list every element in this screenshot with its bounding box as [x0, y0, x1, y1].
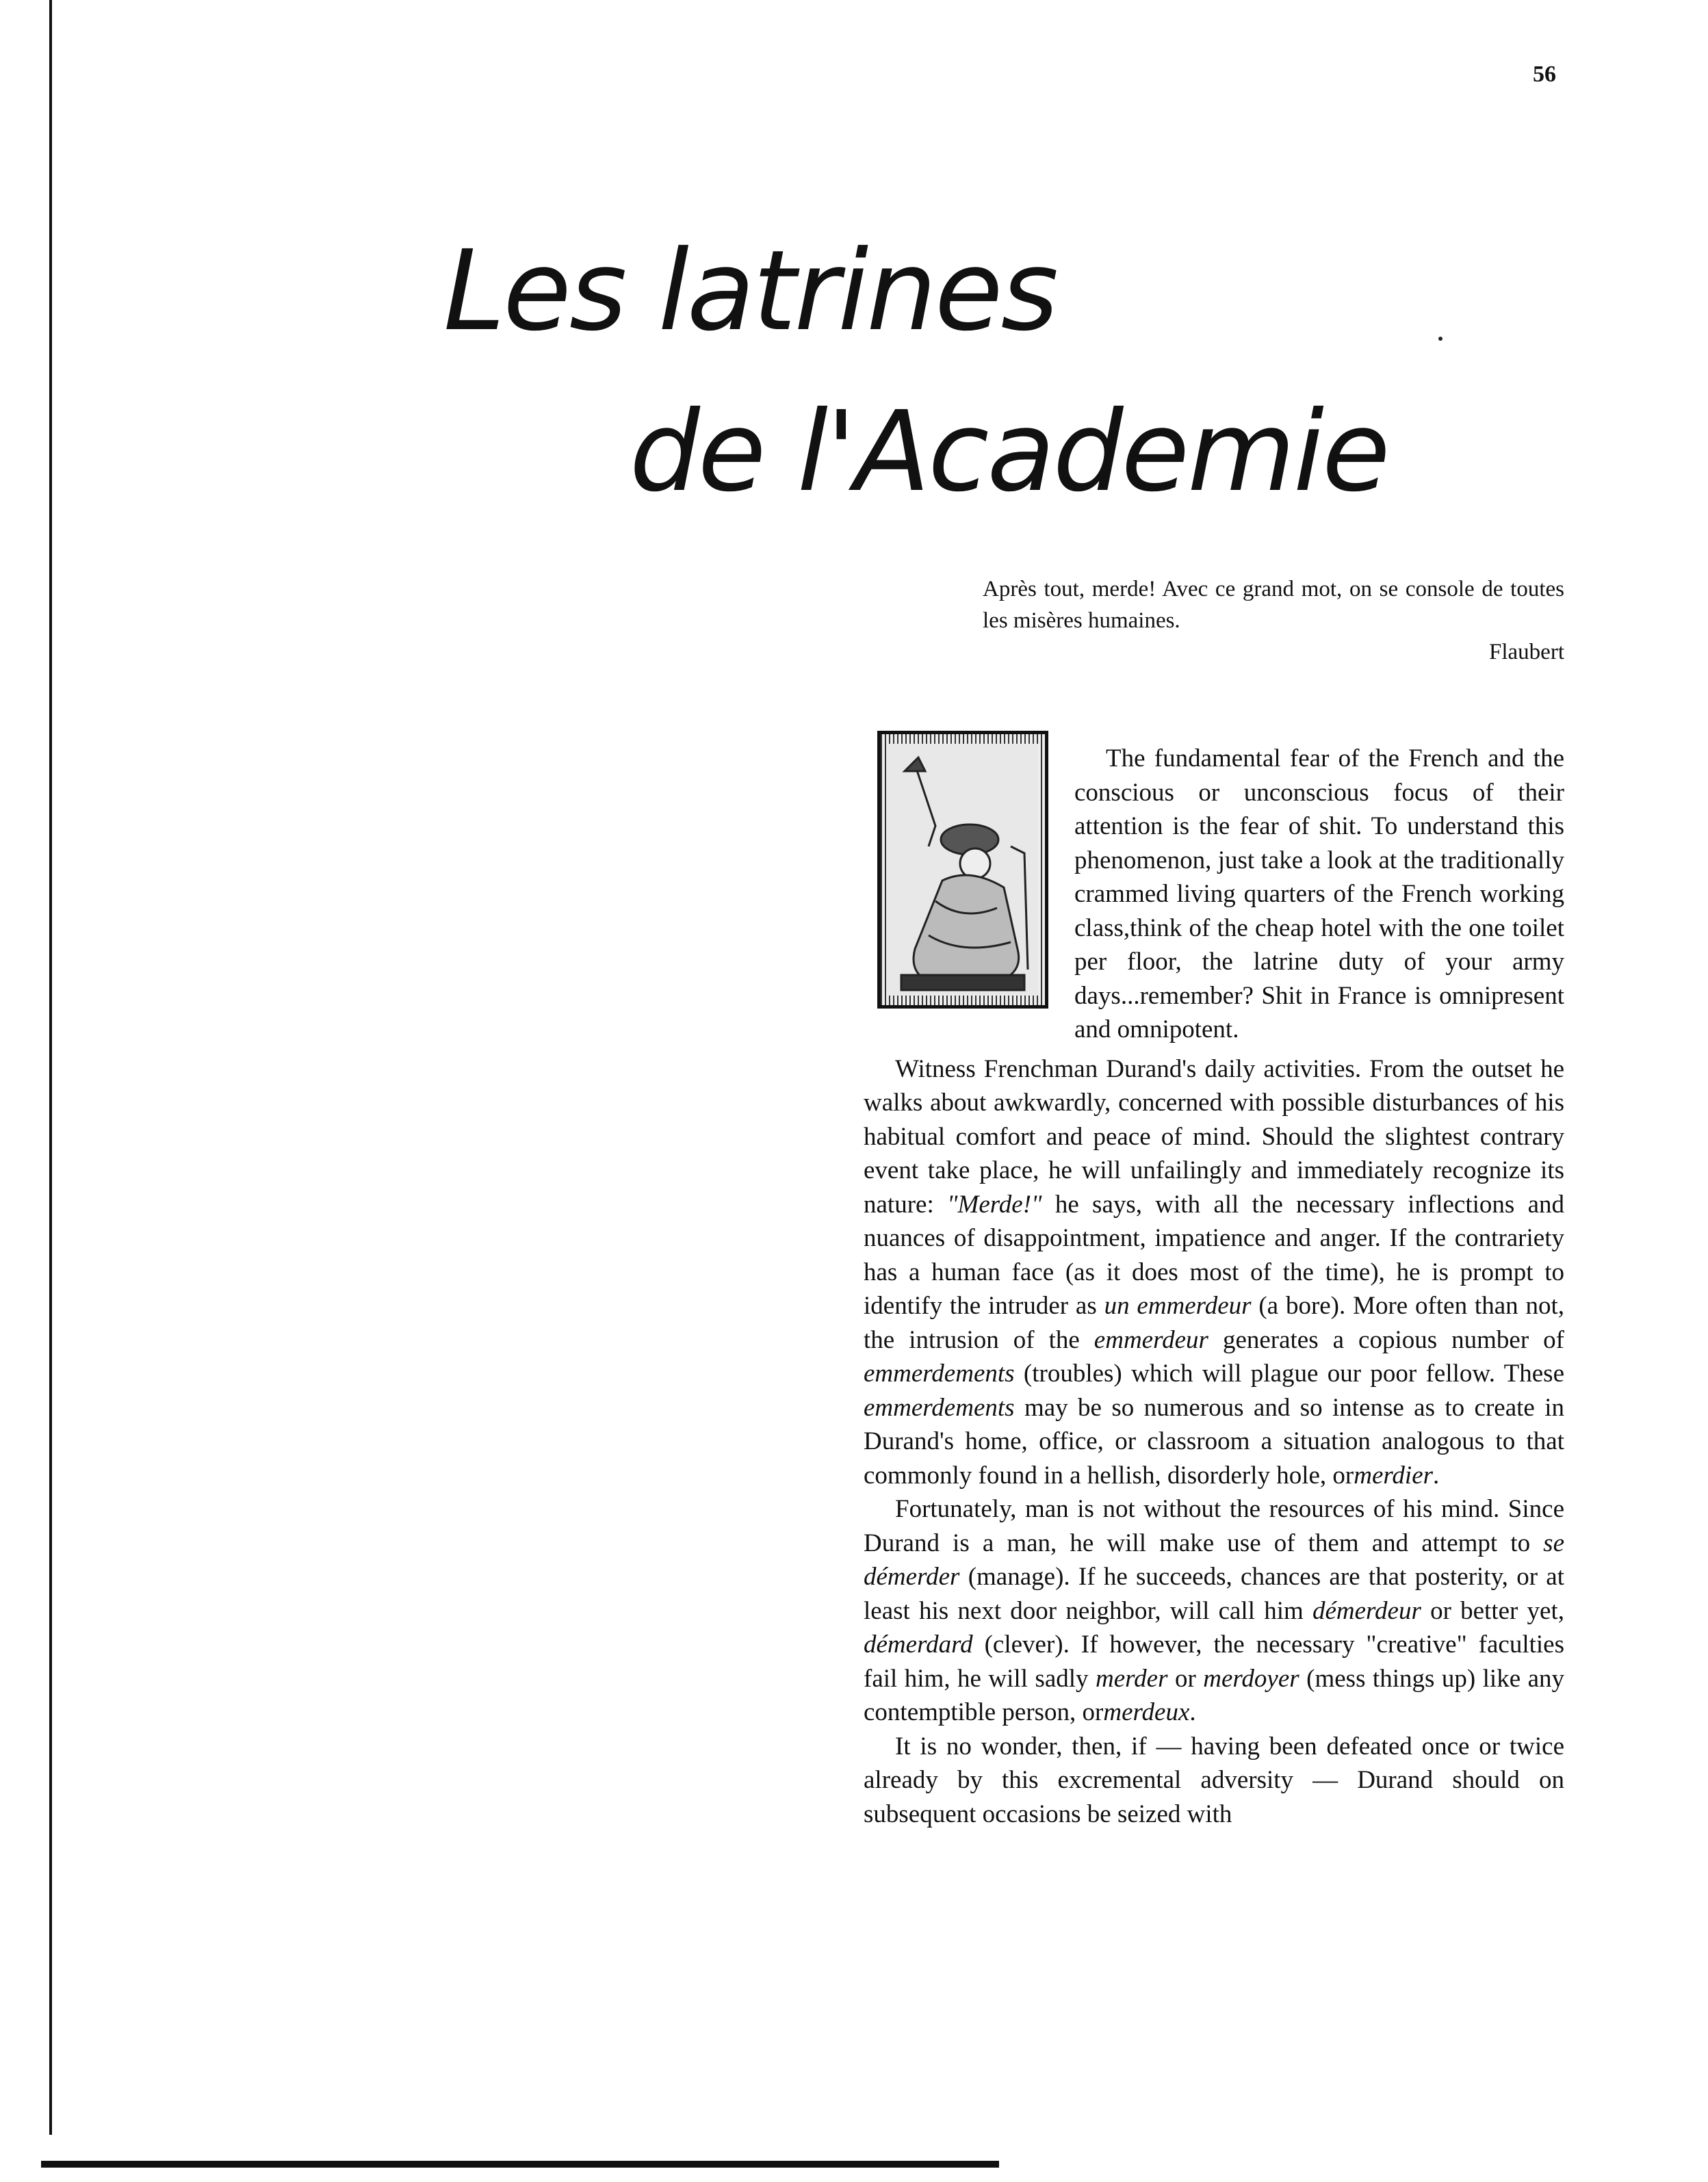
article-paragraph: Fortunately, man is not without the resources of his mind. Since Durand is a man, he will make use of them and attempt to se démerder (manage). If he succeeds, chances are that posterity, or at least his next door neighbor, will call him démerdeur or better yet, démerdard (clever). If however, the necessary "creative" faculties fail him, he will sadly merder or merdoyer (mess things up) like any contemptible person, ormerdeux. [864, 1495, 1565, 1726]
article-body [864, 742, 1564, 1831]
bottom-rule [41, 2161, 999, 2168]
article-paragraph: It is no wonder, then, if — having been defeated once or twice already by this excremental adversity — Durand should on subsequent occasions be seized with [864, 1732, 1564, 1828]
epigraph [983, 573, 1564, 668]
epigraph-quote: Après tout, merde! Avec ce grand mot, on se console de toutes les misères humaines. [983, 577, 1564, 633]
page-edge-line [49, 0, 52, 2135]
page-title-line-2: de l'Academie [630, 388, 1388, 517]
print-speck [1438, 337, 1442, 341]
page-number: 56 [1533, 62, 1556, 87]
figure-wrap-space [864, 742, 1074, 1022]
article-paragraph: The fundamental fear of the French and the conscious or unconscious focus of their attention is the fear of shit. To understand this phenomenon, just take a look at the traditionally crammed living quarters of the French working class,think of the cheap hotel with the one toilet per floor, the latrine duty of your army days...remember? Shit in France is omnipresent and omnipotent. [1074, 744, 1564, 1043]
page-title-line-1: Les latrines [443, 227, 1057, 356]
epigraph-author: Flaubert [1489, 640, 1564, 664]
article-paragraph: Witness Frenchman Durand's daily activities. From the outset he walks about awkwardly, concerned with possible disturbances of his habitual comfort and peace of mind. Should the slightest contrary event take place, he will unfailingly and immediately recognize its nature: "Merde!" he says, with all the necessary inflections and nuances of disappointment, impatience and anger. If the contrariety has a human face (as it does most of the time), he is prompt to identify the intruder as un emmerdeur (a bore). More often than not, the intrusion of the emmerdeur generates a copious number of emmerdements (troubles) which will plague our poor fellow. These emmerdements may be so numerous and so intense as to create in Durand's home, office, or classroom a situation analogous to that commonly found in a hellish, disorderly hole, ormerdier. [864, 1054, 1564, 1490]
